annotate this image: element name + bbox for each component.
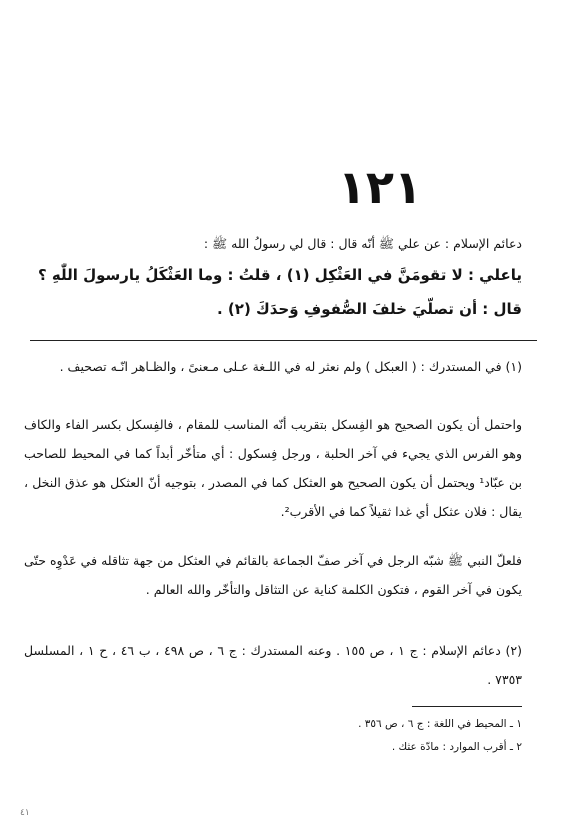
hadith-source-line: دعائم الإسلام : عن علي ﷺ أنّه قال : قال لي رسولُ الله ﷺ : bbox=[203, 236, 522, 251]
footnote-1-paragraph: (١) في المستدرك : ( العبكل ) ولم نعثر له في اللـغة عـلى مـعنىً ، والظـاهر انّـه تصحيف . bbox=[59, 359, 522, 374]
reference-divider bbox=[412, 706, 522, 707]
hadith-text-line-2: قال : أن تصلّيَ خلفَ الصُّفوفِ وَحدَكَ (٢) . bbox=[217, 300, 522, 318]
page-number: ٤١ bbox=[20, 808, 30, 818]
footnote-1-conclusion-paragraph: فلعلّ النبي ﷺ شبّه الرجل في آخر صفّ الجماعة بالقائم في العثكل من جهة تثاقله في عَدْوِه حتّى يكون في آخر القوم ، فتكون الكلمة كناية عن التثاقل والتأخّر والله العالم . bbox=[24, 553, 522, 597]
reference-1: ١ ـ المحيط في اللغة : ج ٦ ، ص ٣٥٦ . bbox=[358, 718, 522, 730]
reference-2: ٢ ـ أقرب الموارد : مادّة عثك . bbox=[391, 741, 522, 753]
hadith-text-line-1: ياعلي : لا تقومَنَّ في العَثْكِل (١) ، قلتُ : وما العَثْكَلُ يارسولَ اللّٰهِ ؟ bbox=[37, 266, 522, 284]
footnote-1-explanation-paragraph: واحتمل أن يكون الصحيح هو الفِسكل بتقريب أنّه المناسب للمقام ، فالفِسكل بكسر الفاء والكاف وهو الفرس الذي يجيء في آخر الحلبة ، ورجل فِسكول : أي متأخّر أبداً كما في المحيط للصاحب بن عبّاد¹ ويحتمل أن يكون الصحيح هو العثكل كما في المصدر ، بتوجيه أنّ العثكل هو عذق النخل ، يقال : فلان عثكل أي غدا ثقيلاً كما في الأقرب². bbox=[24, 417, 522, 519]
hadith-number-heading: ١٢١ bbox=[337, 160, 422, 214]
footnote-2-paragraph: (٢) دعائم الإسلام : ج ١ ، ص ١٥٥ . وعنه المستدرك : ج ٦ ، ص ٤٩٨ ، ب ٤٦ ، ح ١ ، المسلسل ٧٣٥٣ . bbox=[24, 643, 522, 687]
footnote-divider bbox=[30, 340, 537, 341]
